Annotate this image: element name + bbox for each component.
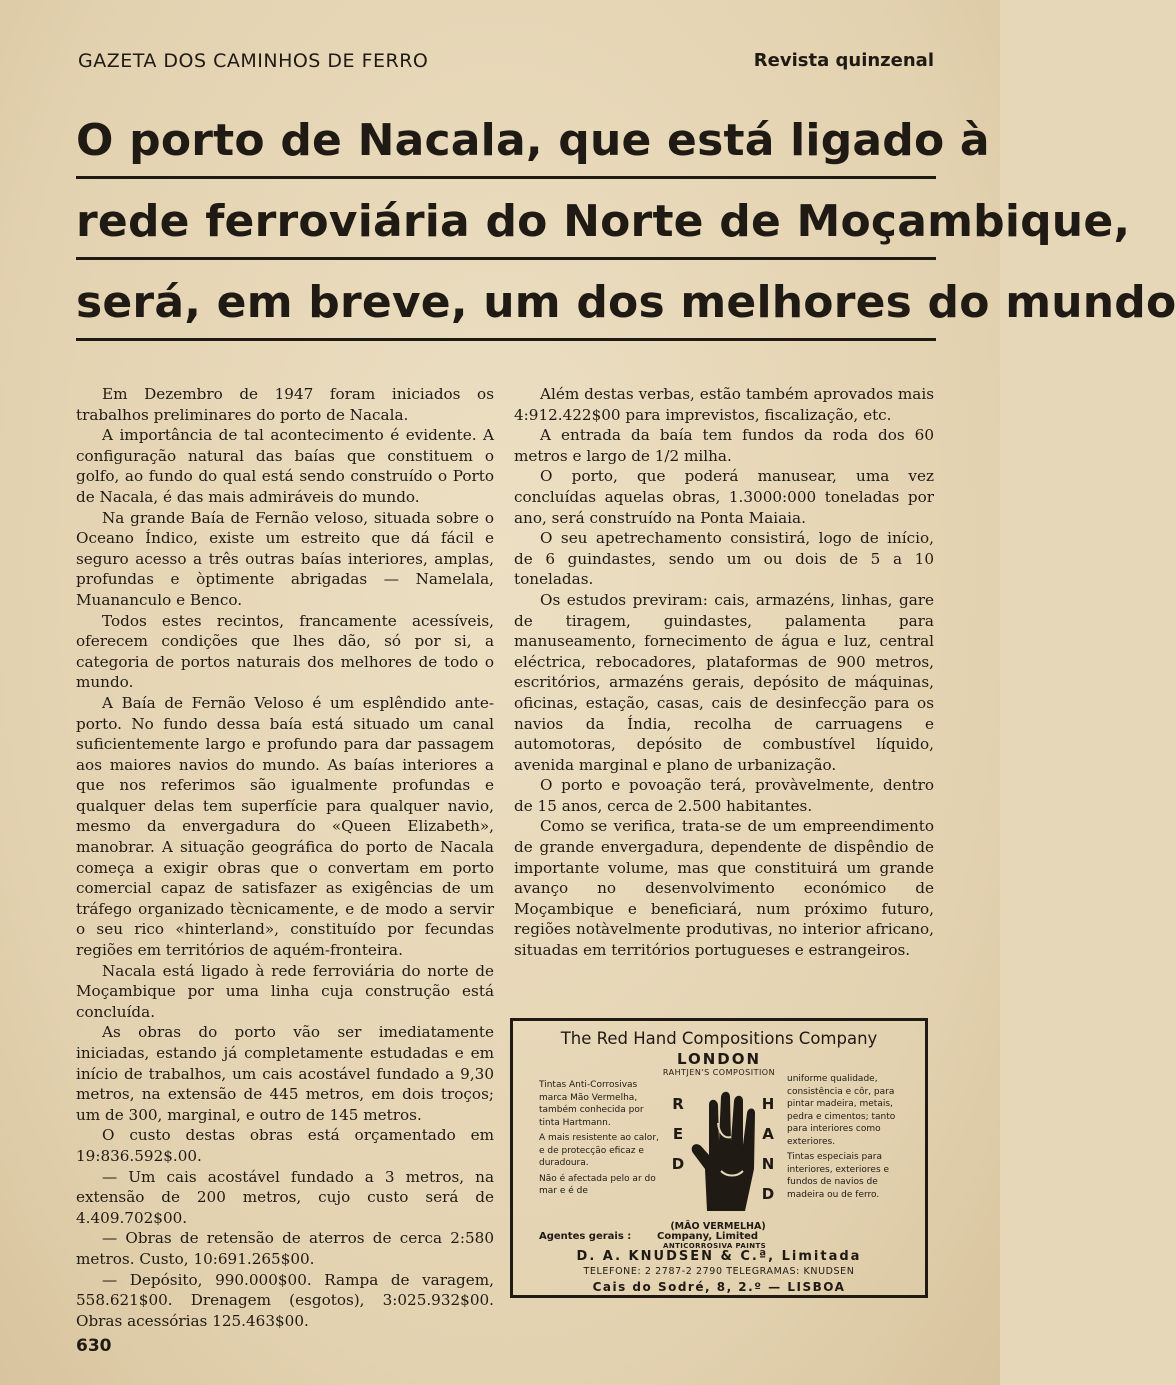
ad-city: LONDON	[676, 1050, 762, 1068]
ad-letters-hand	[761, 1089, 775, 1209]
ad-letter: D	[671, 1155, 685, 1173]
ad-letter: D	[761, 1185, 775, 1203]
paragraph: A importância de tal acontecimento é evidente. A configuração natural das baías que constituem o golfo, ao fundo do qual está sendo construído o Porto de Nacala, é das mais admiráveis do mundo.	[76, 426, 494, 506]
paragraph: O porto e povoação terá, provàvelmente, dentro de 15 anos, cerca de 2.500 habitantes.	[514, 776, 934, 815]
article-column-left	[76, 384, 494, 1331]
paragraph: — Obras de retensão de aterros de cerca 2:580 metros. Custo, 10:691.265$00.	[76, 1229, 494, 1268]
ad-anticorrosive: ANTICORROSIVA PAINTS	[663, 1242, 767, 1250]
publication-title: GAZETA DOS CAMINHOS DE FERRO	[78, 50, 429, 72]
ad-paragraph: Tintas especiais para interiores, exteriores e fundos de navios de madeira ou de ferro.	[787, 1152, 890, 1200]
ad-letter: H	[761, 1095, 775, 1113]
ad-left-text	[539, 1079, 659, 1201]
paragraph: Os estudos previram: cais, armazéns, linhas, gare de tiragem, guindastes, palamenta para manuseamento, fornecimento de água e luz, central eléctrica, rebocadores, plataformas de 900 metros, escritórios, armazéns gerais, depósito de máquinas, oficinas, estação, casas, cais de desinfecção para os navios da Índia, recolha de carruagens e automotoras, depósito de combustível líquido, avenida marginal e plano de urbanização.	[514, 590, 934, 774]
ad-agents-value: Company, Limited	[657, 1231, 759, 1242]
ad-paragraph: Não é afectada pelo ar do mar e é de	[539, 1173, 656, 1196]
ad-paragraph: A mais resistente ao calor, e de protecção eficaz e duradoura.	[539, 1133, 659, 1168]
paragraph: As obras do porto vão ser imediatamente iniciadas, estando já completamente estudadas e em início de trabalhos, um cais acostável fundado a 9,30 metros, na extensão de 445 metros, em dois troços; um de 300, marginal, e outro de 145 metros.	[76, 1023, 494, 1124]
hand-shape	[692, 1092, 755, 1211]
ad-paragraph: Tintas Anti-Corrosivas marca Mão Vermelha, também conhecida por tinta Hartmann.	[539, 1080, 644, 1128]
ad-phones: TELEFONE: 2 2787-2 2790 TELEGRAMAS: KNUDSEN	[583, 1266, 855, 1277]
periodicity-label: Revista quinzenal	[753, 50, 934, 71]
paragraph: Em Dezembro de 1947 foram iniciados os trabalhos preliminares do porto de Nacala.	[76, 385, 494, 424]
ad-company-name: The Red Hand Compositions Company	[560, 1029, 878, 1048]
red-hand-advertisement	[510, 1018, 928, 1298]
paragraph: Além destas verbas, estão também aprovados mais 4:912.422$00 para imprevistos, fiscalização, etc.	[514, 385, 934, 424]
paragraph: Nacala está ligado à rede ferroviária do norte de Moçambique por uma linha cuja construção está concluída.	[76, 961, 494, 1021]
ad-paragraph: uniforme qualidade, consistência e côr, para pintar madeira, metais, pedra e cimentos; tanto para interiores como exteriores.	[787, 1074, 896, 1147]
ad-right-text	[787, 1073, 907, 1204]
paragraph: — Depósito, 990.000$00. Rampa de varagem, 558.621$00. Drenagem (esgotos), 3:025.932$00. Obras acessórias 125.463$00.	[76, 1270, 494, 1330]
article-column-right	[514, 384, 934, 961]
paragraph: Todos estes recintos, francamente acessíveis, oferecem condições que lhes dão, só por si, a categoria de portos naturais dos melhores de todo o mundo.	[76, 611, 494, 692]
ad-mao-vermelha: (MÃO VERMELHA)	[670, 1221, 766, 1232]
headline-line: O porto de Nacala, que está ligado à	[76, 106, 936, 179]
headline-line: será, em breve, um dos melhores do mundo	[76, 268, 936, 341]
page-number: 630	[76, 1336, 112, 1356]
paragraph: — Um cais acostável fundado a 3 metros, na extensão de 200 metros, cujo custo será de 4.409.702$00.	[76, 1167, 494, 1227]
paragraph: O custo destas obras está orçamentado em 19:836.592$.00.	[76, 1126, 494, 1165]
article-headline	[76, 106, 1176, 349]
paragraph: A entrada da baía tem fundos da roda dos 60 metros e largo de 1/2 milha.	[514, 426, 934, 465]
paragraph: A Baía de Fernão Veloso é um esplêndido ante-porto. No fundo dessa baía está situado um canal suficientemente largo e profundo para dar passagem aos maiores navios do mundo. As baías interiores a que nos referimos são igualmente profundas e qualquer delas tem superfície para qualquer navio, mesmo da envergadura do «Queen Elizabeth», manobrar. A situação geográfica do porto de Nacala começa a exigir obras que o convertam em porto comercial capaz de satisfazer as exigências de um tráfego organizado tècnicamente, e de modo a servir o seu rico «hinterland», constituído por fecundas regiões em territórios de aquém-fronteira.	[76, 693, 494, 960]
ad-letter: N	[761, 1155, 775, 1173]
paragraph: O seu apetrechamento consistirá, logo de início, de 6 guindastes, sendo um ou dois de 5 a 10 toneladas.	[514, 529, 934, 589]
paragraph: O porto, que poderá manusear, uma vez concluídas aquelas obras, 1.3000:000 toneladas por ano, será construído na Ponta Maiaia.	[514, 467, 934, 527]
ad-composition: RAHTJEN'S COMPOSITION	[662, 1068, 776, 1077]
ad-address: Cais do Sodré, 8, 2.º — LISBOA	[592, 1280, 846, 1294]
paragraph: Na grande Baía de Fernão veloso, situada sobre o Oceano Índico, existe um estreito que dá fácil e seguro acesso a três outras baías interiores, amplas, profundas e òptimente abrigadas — Namelala, Muananculo e Benco.	[76, 508, 494, 609]
ad-letter: A	[762, 1125, 774, 1143]
running-head	[78, 50, 934, 80]
headline-line: rede ferroviária do Norte de Moçambique,	[76, 187, 936, 260]
ad-letter: E	[672, 1125, 684, 1143]
ad-firm-name: D. A. KNUDSEN & C.ª, Limitada	[576, 1249, 862, 1264]
ad-letter: R	[672, 1095, 684, 1113]
paragraph: Como se verifica, trata-se de um empreendimento de grande envergadura, dependente de dispêndio de importante volume, mas que constituirá um grande avanço no desenvolvimento económico de Moçambique e beneficiará, num próximo futuro, regiões notàvelmente produtivas, no interior africano, situadas em territórios portugueses e estrangeiros.	[514, 817, 934, 960]
ad-agents-label: Agentes gerais :	[539, 1231, 632, 1242]
